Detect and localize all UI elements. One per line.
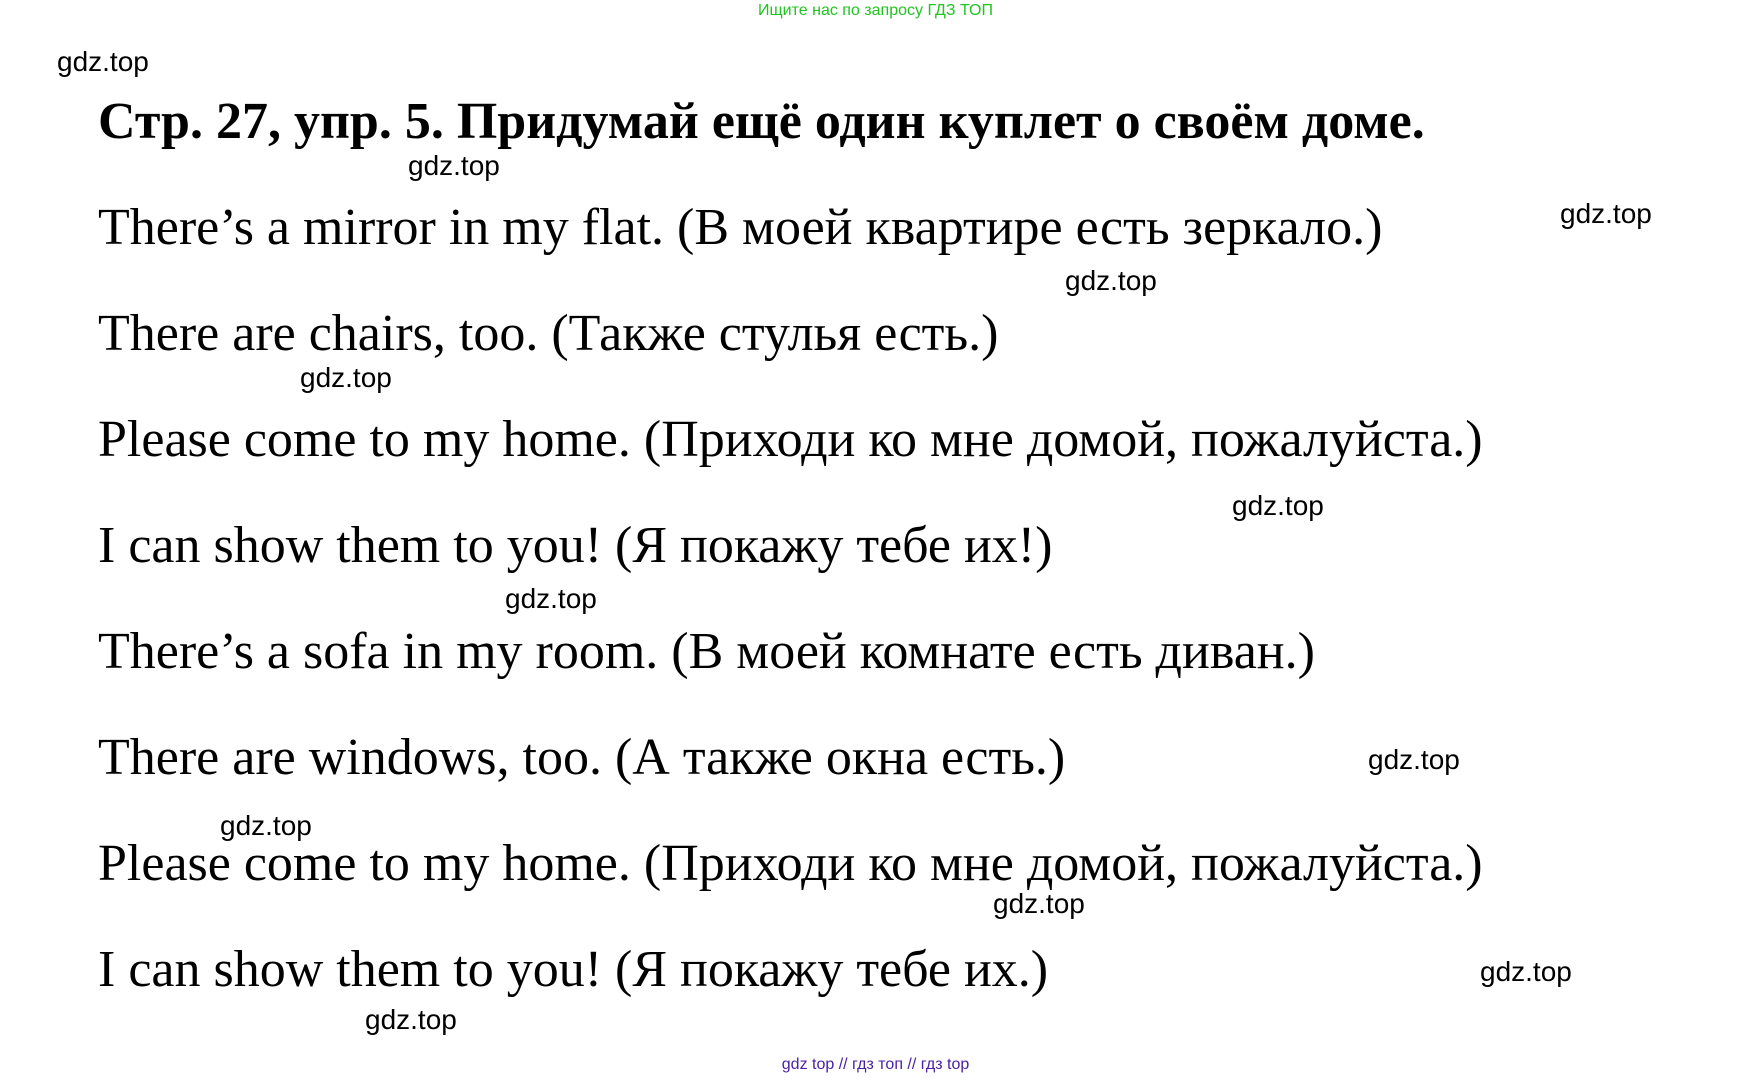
verse-line-1: There’s a mirror in my flat. (В моей квартире есть зеркало.) [98,199,1383,256]
watermark: gdz.top [365,1004,457,1035]
verse-line-7: Please come to my home. (Приходи ко мне домой, пожалуйста.) [98,835,1483,892]
watermark: gdz.top [1480,956,1572,987]
page-title: Стр. 27, упр. 5. Придумай ещё один куплет о своём доме. [98,93,1425,150]
verse-line-6: There are windows, too. (А также окна есть.) [98,729,1066,786]
watermark: gdz.top [300,362,392,393]
verse-line-3: Please come to my home. (Приходи ко мне домой, пожалуйста.) [98,411,1483,468]
watermark: gdz.top [408,150,500,181]
watermark: gdz.top [1560,198,1652,229]
watermark: gdz.top [505,583,597,614]
watermark: gdz.top [57,46,149,77]
watermark: gdz.top [1065,265,1157,296]
verse-line-2: There are chairs, too. (Также стулья есть.) [98,305,999,362]
watermark: gdz.top [1368,744,1460,775]
footer-links: gdz top // гдз топ // гдз top [781,1056,970,1073]
verse-line-5: There’s a sofa in my room. (В моей комнате есть диван.) [98,623,1315,680]
top-banner: Ищите нас по запросу ГДЗ ТОП [758,2,993,19]
verse-line-4: I can show them to you! (Я покажу тебе их!) [98,517,1053,574]
watermark: gdz.top [993,888,1085,919]
verse-line-8: I can show them to you! (Я покажу тебе их.) [98,941,1049,998]
watermark: gdz.top [220,810,312,841]
watermark: gdz.top [1232,490,1324,521]
